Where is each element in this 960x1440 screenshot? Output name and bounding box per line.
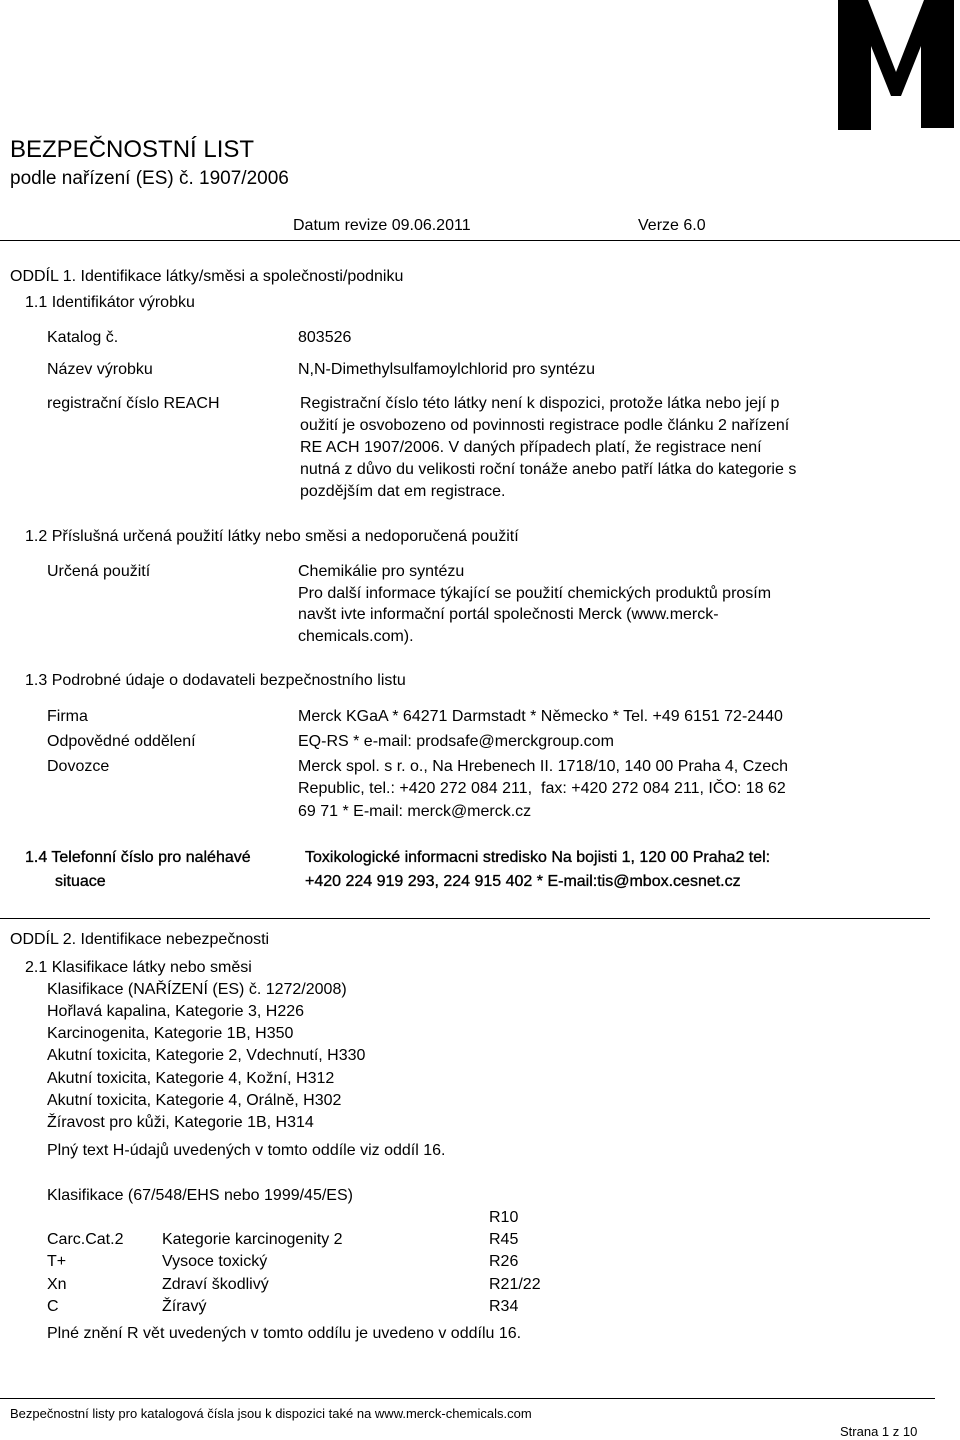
emergency-value: Toxikologické informacni stredisko Na bojisti 1, 120 00 Praha2 tel: (305, 849, 771, 866)
document-subtitle: podle nařízení (ES) č. 1907/2006 (10, 168, 289, 189)
company-label: Firma (47, 708, 88, 725)
reach-text-line: Registrační číslo této látky není k dispozici, protože látka nebo její p (300, 395, 780, 412)
clp-note: Plný text H-údajů uvedených v tomto oddíle viz oddíl 16. (47, 1142, 446, 1159)
dsd-row (0, 1275, 960, 1295)
intended-use-line: Pro další informace týkající se použití chemických produktů prosím (298, 585, 772, 602)
section-1-heading: ODDÍL 1. Identifikace látky/směsi a společnosti/podniku (10, 268, 404, 285)
revision-date: Datum revize 09.06.2011 (293, 217, 471, 234)
reach-text-line: RE ACH 1907/2006. V daných případech platí, že registrace není (300, 439, 762, 456)
department-label: Odpovědné oddělení (47, 733, 196, 750)
dsd-r-phrase: R45 (489, 1231, 519, 1248)
reach-text-line: pozdějším dat em registrace. (300, 483, 506, 500)
clp-item: Akutní toxicita, Kategorie 4, Orálně, H302 (47, 1092, 342, 1109)
clp-item: Hořlavá kapalina, Kategorie 3, H226 (47, 1003, 305, 1020)
dsd-symbol: Carc.Cat.2 (47, 1231, 124, 1248)
page-number: Strana 1 z 10 (840, 1424, 918, 1439)
dsd-row (0, 1297, 960, 1317)
reach-text-line: nutná z důvo du velikosti roční tonáže anebo patří látka do kategorie s (300, 461, 797, 478)
department-value: EQ-RS * e-mail: prodsafe@merckgroup.com (298, 733, 614, 750)
subsection-1-1-heading: 1.1 Identifikátor výrobku (25, 294, 195, 311)
catalog-label: Katalog č. (47, 329, 119, 346)
dsd-symbol: Xn (47, 1276, 67, 1293)
catalog-value: 803526 (298, 329, 352, 346)
clp-item: Karcinogenita, Kategorie 1B, H350 (47, 1025, 294, 1042)
clp-heading: Klasifikace (NAŘÍZENÍ (ES) č. 1272/2008) (47, 981, 347, 998)
merck-logo (835, 0, 957, 132)
company-value: Merck KGaA * 64271 Darmstadt * Německo * Tel. +49 6151 72-2440 (298, 708, 783, 725)
dsd-r-phrase: R21/22 (489, 1276, 541, 1293)
product-name-label: Název výrobku (47, 361, 153, 378)
dsd-name: Žíravý (162, 1298, 207, 1315)
document-title: BEZPEČNOSTNÍ LIST (10, 136, 255, 163)
emergency-label: 1.4 Telefonní číslo pro naléhavé (25, 849, 251, 866)
dsd-heading: Klasifikace (67/548/EHS nebo 1999/45/ES) (47, 1187, 353, 1204)
dsd-name: Zdraví škodlivý (162, 1276, 269, 1293)
subsection-1-2-heading: 1.2 Příslušná určená použití látky nebo směsi a nedoporučená použití (25, 528, 519, 545)
dsd-row (0, 1252, 960, 1272)
version: Verze 6.0 (638, 217, 706, 234)
product-name-value: N,N-Dimethylsulfamoylchlorid pro syntézu (298, 361, 595, 378)
dsd-r-phrase: R10 (489, 1209, 519, 1226)
intended-use-line: Chemikálie pro syntézu (298, 563, 465, 580)
header-divider (0, 240, 960, 241)
dsd-name: Vysoce toxický (162, 1253, 268, 1270)
importer-line: Republic, tel.: +420 272 084 211, fax: +420 272 084 211, IČO: 18 62 (298, 780, 786, 797)
intended-use-line: chemicals.com). (298, 628, 414, 645)
importer-line: 69 71 * E-mail: merck@merck.cz (298, 803, 532, 820)
dsd-symbol: T+ (47, 1253, 67, 1270)
section-2-heading: ODDÍL 2. Identifikace nebezpečnosti (10, 931, 270, 948)
clp-item: Akutní toxicita, Kategorie 2, Vdechnutí, H330 (47, 1047, 366, 1064)
clp-item: Žíravost pro kůži, Kategorie 1B, H314 (47, 1114, 314, 1131)
dsd-r-phrase: R26 (489, 1253, 519, 1270)
footer-divider (0, 1398, 935, 1399)
footer-note: Bezpečnostní listy pro katalogová čísla jsou k dispozici také na www.merck-chemicals.com (10, 1406, 532, 1421)
dsd-row (0, 1230, 960, 1250)
dsd-row (0, 1208, 960, 1228)
dsd-symbol: C (47, 1298, 59, 1315)
intended-use-line: navšt ivte informační portál společnosti Merck (www.merck- (298, 606, 719, 623)
subsection-1-3-heading: 1.3 Podrobné údaje o dodavateli bezpečnostního listu (25, 672, 406, 689)
importer-label: Dovozce (47, 758, 110, 775)
emergency-label: situace (55, 873, 106, 890)
subsection-2-1-heading: 2.1 Klasifikace látky nebo směsi (25, 959, 252, 976)
emergency-value: +420 224 919 293, 224 915 402 * E-mail:tis@mbox.cesnet.cz (305, 873, 741, 890)
dsd-note: Plné znění R vět uvedených v tomto oddílu je uvedeno v oddílu 16. (47, 1325, 522, 1342)
dsd-name: Kategorie karcinogenity 2 (162, 1231, 343, 1248)
intended-use-label: Určená použití (47, 563, 151, 580)
reach-label: registrační číslo REACH (47, 395, 220, 412)
importer-line: Merck spol. s r. o., Na Hrebenech II. 1718/10, 140 00 Praha 4, Czech (298, 758, 789, 775)
dsd-r-phrase: R34 (489, 1298, 519, 1315)
section-divider (0, 918, 930, 919)
reach-text-line: oužití je osvobozeno od povinnosti registrace podle článku 2 nařízení (300, 417, 790, 434)
clp-item: Akutní toxicita, Kategorie 4, Kožní, H312 (47, 1070, 335, 1087)
